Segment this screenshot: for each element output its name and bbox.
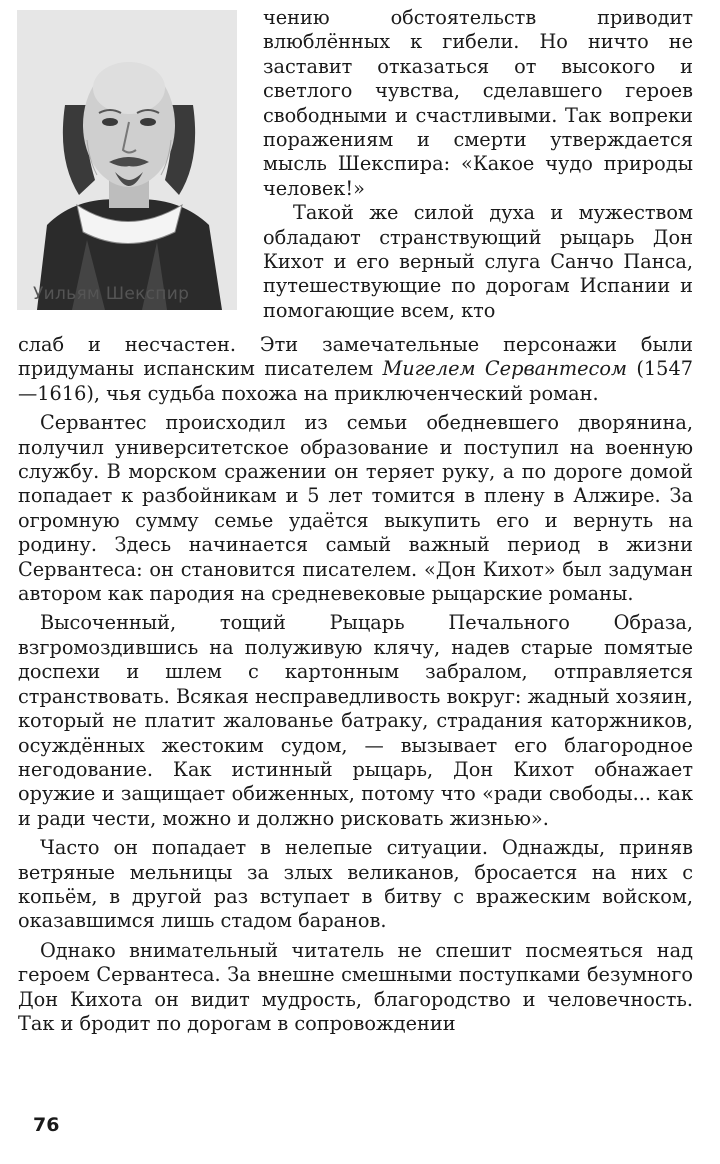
shakespeare-portrait: [17, 10, 237, 310]
paragraph-cervantes-biography: Сервантес происходил из семьи обедневшего дворянина, получил университетское образование и поступил на военную службу. В морском сражении он теряет руку, а по дороге домой попадает к разбойникам и 5 лет томится в плену в Алжире. За огромную сумму семье удаётся выкупить его и вернуть на родину. Здесь начинается самый важный период в жизни Сервантеса: он становится писателем. «Дон Кихот» был задуман автором как пародия на средневековые рыцарские романы.: [18, 411, 693, 606]
page-number: 76: [33, 1114, 60, 1136]
text-segment: (1547—1616), чья судьба похожа на приключенческий роман.: [18, 357, 693, 405]
paragraph-wisdom: Однако внимательный читатель не спешит посмеяться над героем Сервантеса. За внешне смешными поступками безумного Дон Кихота он видит мудрость, благородство и человечность. Так и бродит по дорогам в сопровождении: [18, 938, 693, 1035]
paragraph-knight-description: Высоченный, тощий Рыцарь Печального Образа, взгромоздившись на полуживую клячу, надев старые помятые доспехи и шлем с картонным забралом, отправляется странствовать. Всякая несправедливость вокруг: жадный хозяин, который не платит жалованье батраку, страдания каторжников, осуждённых жестоким судом, — вызывает его благородное негодование. Как истинный рыцарь, Дон Кихот обнажает оружие и защищает обиженных, потому что «ради свободы... как и ради чести, можно и должно рисковать жизнью».: [18, 611, 693, 830]
paragraph-windmills: Часто он попадает в нелепые ситуации. Однажды, приняв ветряные мельницы за злых великанов, бросается на них с копьём, в другой раз вступает в битву с вражеским войском, оказавшимся лишь стадом баранов.: [18, 836, 693, 933]
top-text-column: [263, 6, 693, 323]
author-name-italic: Мигелем Сервантесом: [382, 357, 627, 381]
portrait-engraving-image: [17, 10, 237, 310]
text-segment: слаб и несчастен. Эти замечательные персонажи были придуманы испанским писателем: [18, 333, 693, 381]
paragraph-don-quixote-intro: Такой же силой духа и мужеством обладают странствующий рыцарь Дон Кихот и его верный слуга Санчо Панса, путешествующие по дорогам Испании и помогающие всем, кто: [263, 201, 693, 322]
portrait-caption: Уильям Шекспир: [33, 284, 190, 304]
main-text-column: [18, 333, 693, 1036]
paragraph-continuation: чению обстоятельств приводит влюблённых к гибели. Но ничто не заставит отказаться от высокого и светлого чувства, сделавшего героев свободными и счастливыми. Так вопреки поражениям и смерти утверждается мысль Шекспира: «Какое чудо природы человек!»: [263, 6, 693, 200]
paragraph-cervantes-mention: [18, 333, 693, 406]
